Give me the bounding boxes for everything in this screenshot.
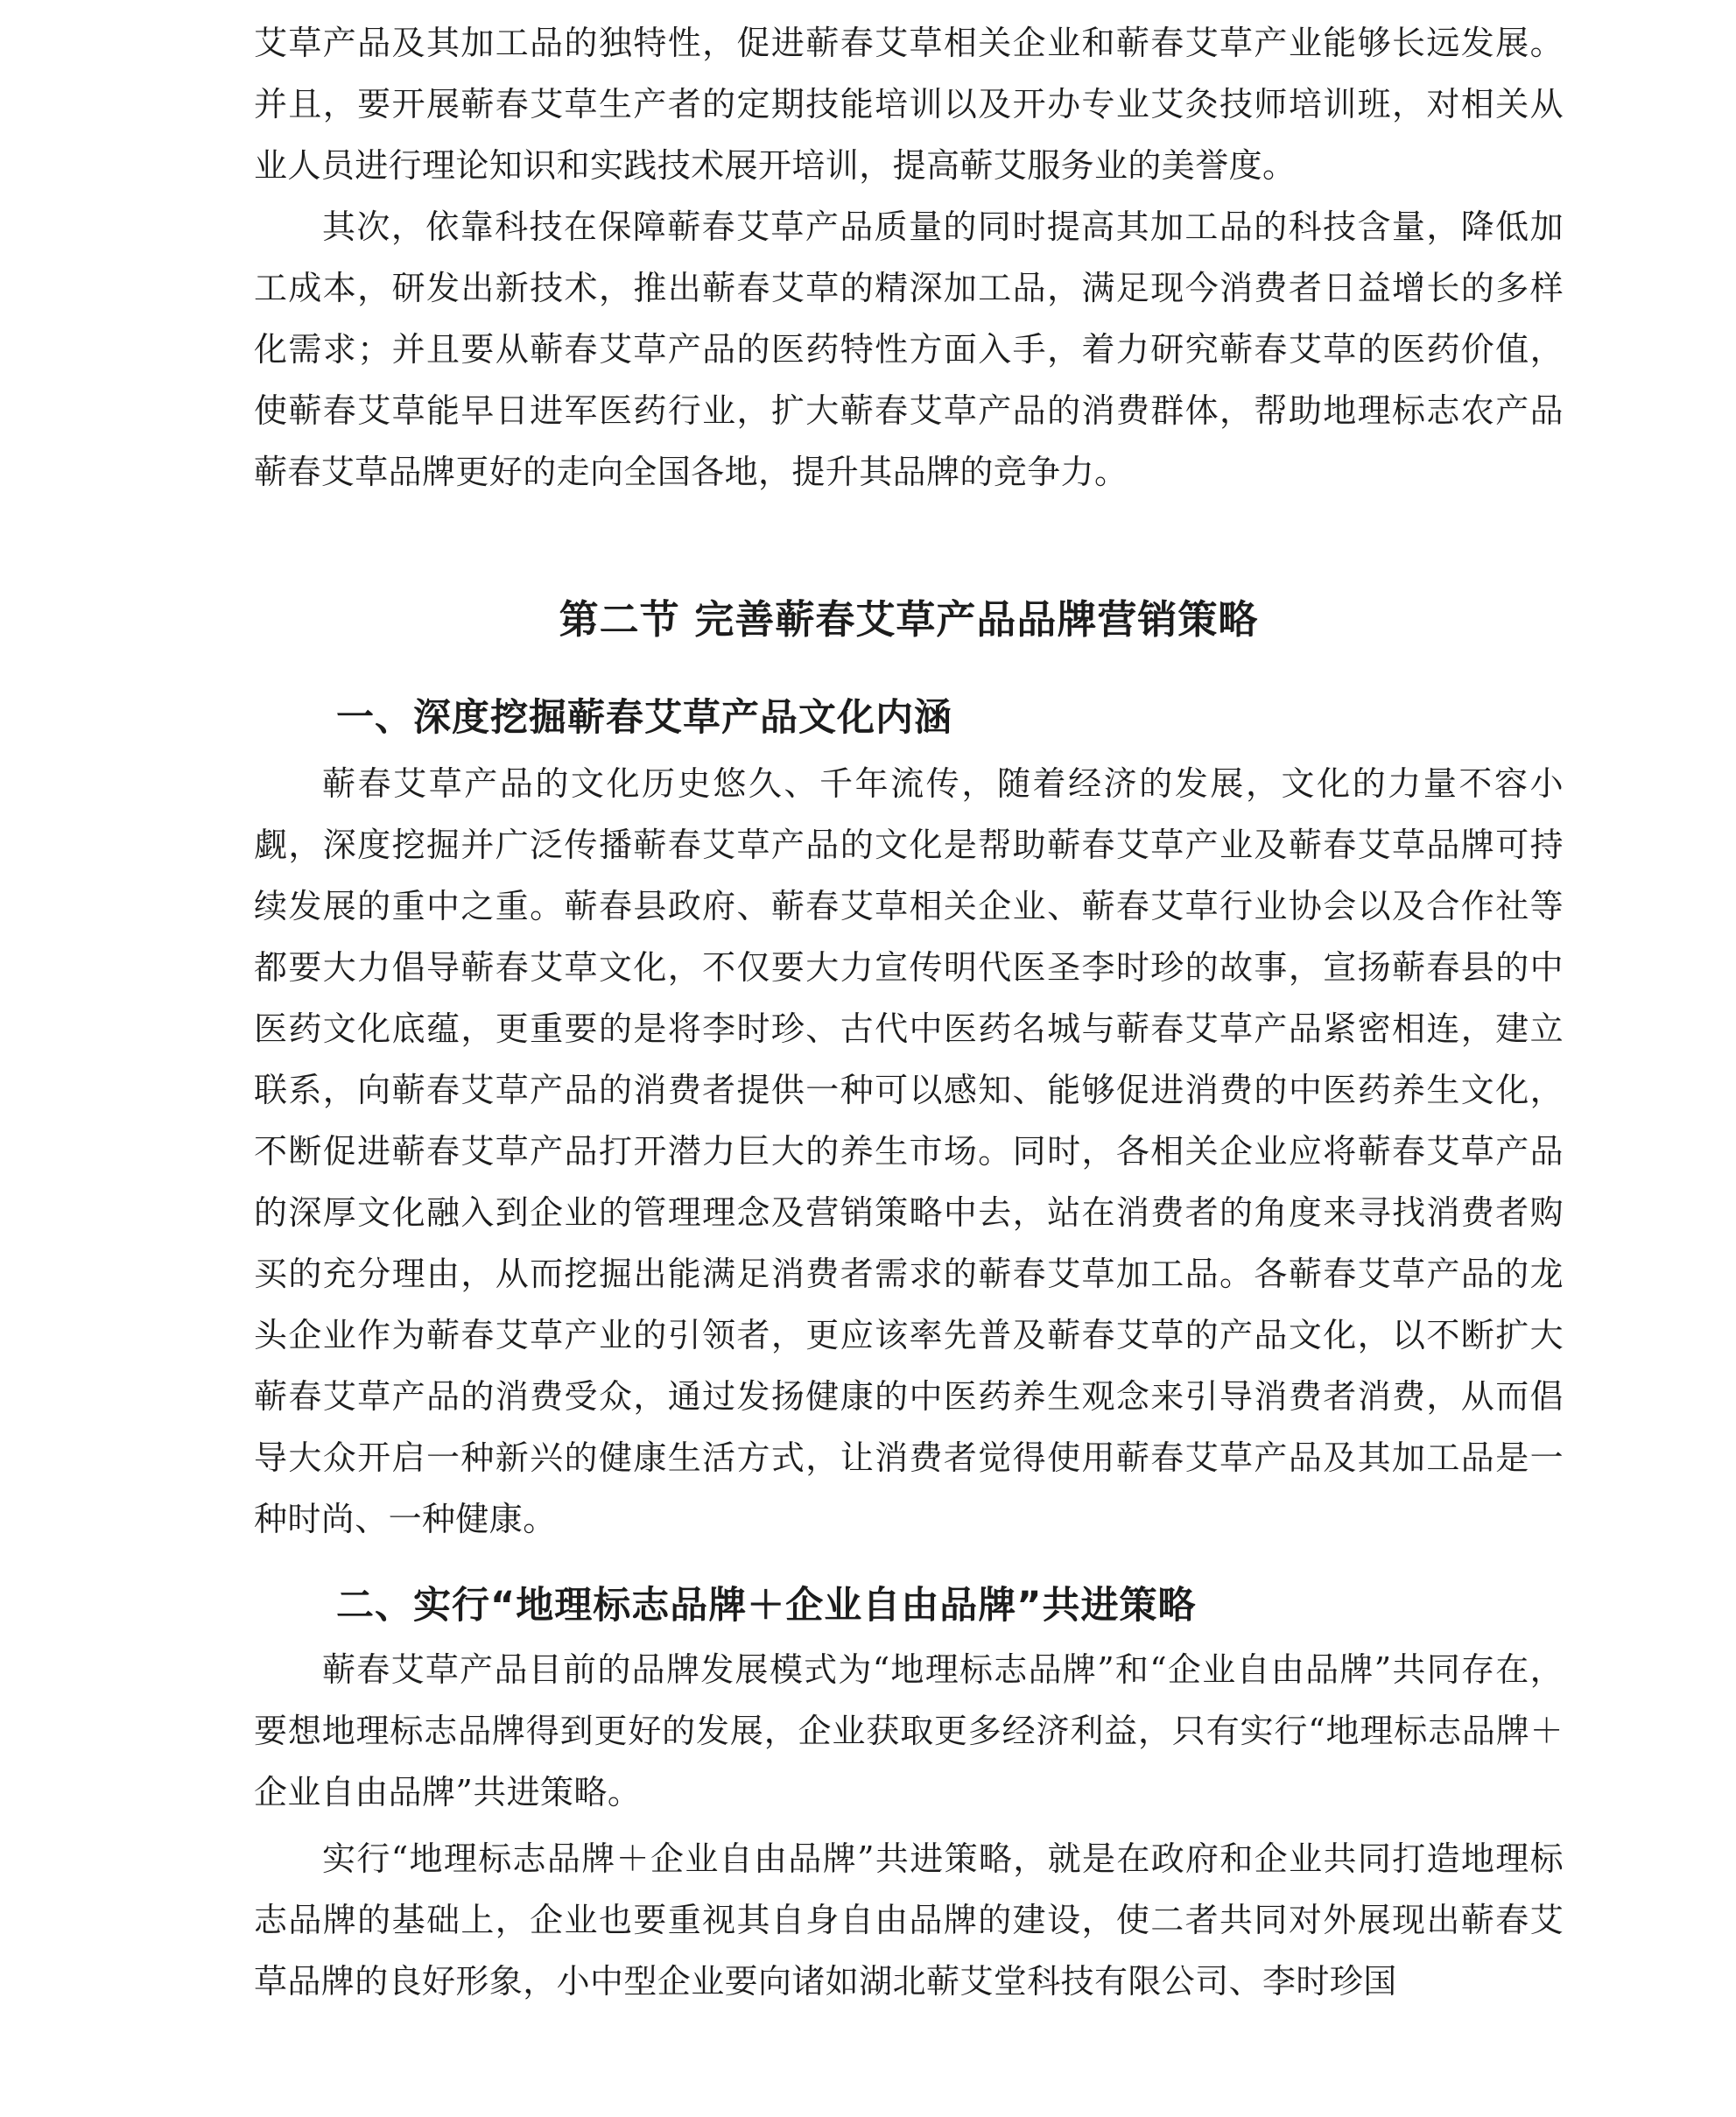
subsection-title-1: 一、深度挖掘蕲春艾草产品文化内涵	[336, 696, 952, 740]
paragraph-culture: 蕲春艾草产品的文化历史悠久、千年流传，随着经济的发展，文化的力量不容小觑，深度挖掘并广泛传播蕲春艾草产品的文化是帮助蕲春艾草产业及蕲春艾草品牌可持续发展的重中之重。蕲春县政府、蕲春艾草相关企业、蕲春艾草行业协会以及合作社等都要大力倡导蕲春艾草文化，不仅要大力宣传明代医圣李时珍的故事，宣扬蕲春县的中医药文化底蕴，更重要的是将李时珍、古代中医药名城与蕲春艾草产品紧密相连，建立联系，向蕲春艾草产品的消费者提供一种可以感知、能够促进消费的中医药养生文化，不断促进蕲春艾草产品打开潜力巨大的养生市场。同时，各相关企业应将蕲春艾草产品的深厚文化融入到企业的管理理念及营销策略中去，站在消费者的角度来寻找消费者购买的充分理由，从而挖掘出能满足消费者需求的蕲春艾草加工品。各蕲春艾草产品的龙头企业作为蕲春艾草产业的引领者，更应该率先普及蕲春艾草的产品文化，以不断扩大蕲春艾草产品的消费受众，通过发扬健康的中医药养生观念来引导消费者消费，从而倡导大众开启一种新兴的健康生活方式，让消费者觉得使用蕲春艾草产品及其加工品是一种时尚、一种健康。	[254, 764, 1564, 1538]
section-title: 第二节 完善蕲春艾草产品品牌营销策略	[559, 596, 1259, 643]
paragraph-technology: 其次，依靠科技在保障蕲春艾草产品质量的同时提高其加工品的科技含量，降低加工成本，研发出新技术，推出蕲春艾草的精深加工品，满足现今消费者日益增长的多样化需求；并且要从蕲春艾草产品的医药特性方面入手，着力研究蕲春艾草的医药价值，使蕲春艾草能早日进军医药行业，扩大蕲春艾草产品的消费群体，帮助地理标志农产品蕲春艾草品牌更好的走向全国各地，提升其品牌的竞争力。	[254, 207, 1564, 491]
paragraph-brand-strategy: 实行“地理标志品牌＋企业自由品牌”共进策略，就是在政府和企业共同打造地理标志品牌的基础上，企业也要重视其自身自由品牌的建设，使二者共同对外展现出蕲春艾草品牌的良好形象，小中型企业要向诸如湖北蕲艾堂科技有限公司、李时珍国	[254, 1839, 1564, 2001]
paragraph-continued: 艾草产品及其加工品的独特性，促进蕲春艾草相关企业和蕲春艾草产业能够长远发展。并且，要开展蕲春艾草生产者的定期技能培训以及开办专业艾灸技师培训班，对相关从业人员进行理论知识和实践技术展开培训，提高蕲艾服务业的美誉度。	[254, 24, 1564, 185]
document-page	[254, 12, 1564, 2012]
subsection-title-2: 二、实行“地理标志品牌＋企业自由品牌”共进策略	[336, 1584, 1197, 1628]
paragraph-brand-model: 蕲春艾草产品目前的品牌发展模式为“地理标志品牌”和“企业自由品牌”共同存在，要想地理标志品牌得到更好的发展，企业获取更多经济利益，只有实行“地理标志品牌＋企业自由品牌”共进策略。	[254, 1650, 1564, 1811]
